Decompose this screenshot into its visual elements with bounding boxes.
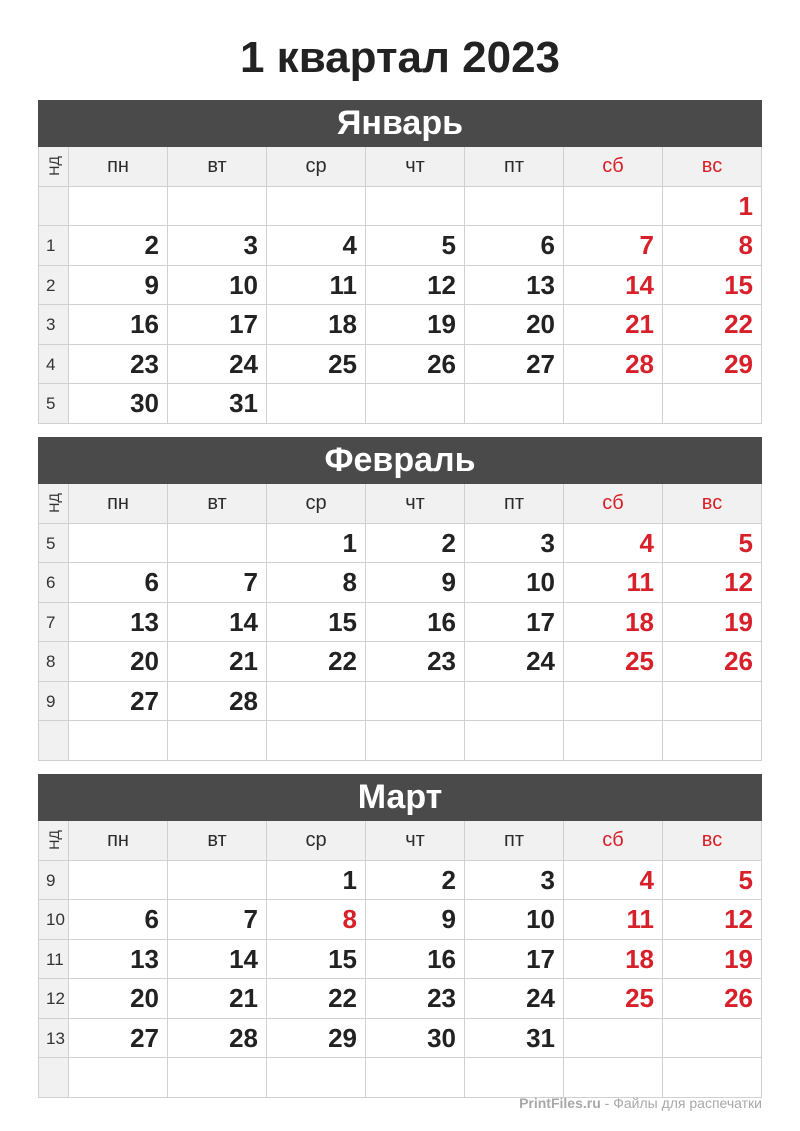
day-cell: 28: [168, 1019, 267, 1059]
day-cell: 15: [663, 266, 762, 306]
day-cell: 5: [366, 226, 465, 266]
week-number: 11: [39, 940, 69, 980]
day-cell: [69, 524, 168, 564]
day-cell: [168, 861, 267, 901]
day-cell: 19: [366, 305, 465, 345]
day-cell: [564, 384, 663, 424]
week-number: 13: [39, 1019, 69, 1059]
day-cell: 17: [168, 305, 267, 345]
day-cell: [366, 187, 465, 227]
weekday-header: вт: [168, 821, 267, 861]
day-cell: 9: [69, 266, 168, 306]
week-number: 4: [39, 345, 69, 385]
day-cell: 30: [69, 384, 168, 424]
day-cell: 24: [168, 345, 267, 385]
day-cell: 22: [267, 979, 366, 1019]
day-cell: 16: [366, 603, 465, 643]
day-cell: 12: [366, 266, 465, 306]
month-grid: [38, 821, 762, 1098]
day-cell: 14: [564, 266, 663, 306]
day-cell: 4: [267, 226, 366, 266]
day-cell: [663, 721, 762, 761]
weekday-header: вт: [168, 147, 267, 187]
week-number: 10: [39, 900, 69, 940]
day-cell: [168, 721, 267, 761]
day-cell: [465, 384, 564, 424]
week-number-header: [39, 484, 69, 524]
day-cell: 7: [168, 563, 267, 603]
day-cell: [564, 1019, 663, 1059]
weekday-header: пт: [465, 821, 564, 861]
week-number-header: [39, 821, 69, 861]
day-cell: 31: [168, 384, 267, 424]
day-cell: 12: [663, 563, 762, 603]
day-cell: 17: [465, 603, 564, 643]
day-cell: 8: [267, 563, 366, 603]
day-cell: 23: [366, 979, 465, 1019]
day-cell: [69, 187, 168, 227]
day-cell: 15: [267, 940, 366, 980]
day-cell: [69, 721, 168, 761]
day-cell: [267, 384, 366, 424]
day-cell: 11: [267, 266, 366, 306]
day-cell: 29: [267, 1019, 366, 1059]
month-january: [38, 100, 762, 424]
day-cell: 18: [564, 940, 663, 980]
month-title: Январь: [38, 100, 762, 147]
day-cell: 5: [663, 861, 762, 901]
week-number: 5: [39, 524, 69, 564]
day-cell: 27: [69, 1019, 168, 1059]
day-cell: [465, 1058, 564, 1098]
week-number: 3: [39, 305, 69, 345]
day-cell: [465, 721, 564, 761]
day-cell: [663, 1019, 762, 1059]
day-cell: 22: [267, 642, 366, 682]
week-number: 9: [39, 861, 69, 901]
day-cell: 20: [69, 979, 168, 1019]
day-cell: 18: [564, 603, 663, 643]
day-cell: 10: [465, 900, 564, 940]
page-title: 1 квартал 2023: [239, 33, 561, 82]
day-cell: 31: [465, 1019, 564, 1059]
day-cell: 2: [366, 524, 465, 564]
day-cell: 17: [465, 940, 564, 980]
day-cell: 24: [465, 979, 564, 1019]
weekday-header: пн: [69, 147, 168, 187]
week-number: [39, 1058, 69, 1098]
month-february: [38, 437, 762, 761]
day-cell: [168, 187, 267, 227]
day-cell: 7: [564, 226, 663, 266]
month-title: Февраль: [38, 437, 762, 484]
day-cell: 11: [564, 900, 663, 940]
day-cell: [366, 682, 465, 722]
footer: [519, 1095, 762, 1111]
day-cell: 5: [663, 524, 762, 564]
day-cell: 22: [663, 305, 762, 345]
day-cell: [267, 721, 366, 761]
day-cell: 14: [168, 603, 267, 643]
day-cell: 23: [69, 345, 168, 385]
day-cell: 25: [564, 642, 663, 682]
month-grid: [38, 484, 762, 761]
day-cell: [69, 1058, 168, 1098]
week-number: 2: [39, 266, 69, 306]
day-cell: [564, 187, 663, 227]
day-cell: 6: [465, 226, 564, 266]
day-cell: 23: [366, 642, 465, 682]
week-number-header-label: НД: [45, 156, 62, 177]
day-cell: 24: [465, 642, 564, 682]
day-cell: 3: [465, 524, 564, 564]
day-cell: 18: [267, 305, 366, 345]
day-cell: [366, 384, 465, 424]
day-cell: 16: [69, 305, 168, 345]
day-cell: 13: [69, 940, 168, 980]
day-cell: 27: [465, 345, 564, 385]
day-cell: 4: [564, 861, 663, 901]
day-cell: 26: [663, 642, 762, 682]
day-cell: 1: [267, 861, 366, 901]
day-cell: 2: [69, 226, 168, 266]
weekday-header: сб: [564, 821, 663, 861]
day-cell: 8: [663, 226, 762, 266]
day-cell: [267, 682, 366, 722]
weekday-header: пн: [69, 484, 168, 524]
weekday-header: пт: [465, 484, 564, 524]
month-grid: [38, 147, 762, 424]
week-number: 5: [39, 384, 69, 424]
day-cell: [168, 1058, 267, 1098]
day-cell: 21: [168, 642, 267, 682]
day-cell: 30: [366, 1019, 465, 1059]
weekday-header: сб: [564, 484, 663, 524]
day-cell: 6: [69, 563, 168, 603]
day-cell: [465, 682, 564, 722]
day-cell: 1: [267, 524, 366, 564]
week-number-header-label: НД: [45, 493, 62, 514]
day-cell: [564, 721, 663, 761]
day-cell: 29: [663, 345, 762, 385]
week-number-header: [39, 147, 69, 187]
day-cell: 8: [267, 900, 366, 940]
day-cell: [69, 861, 168, 901]
day-cell: 19: [663, 603, 762, 643]
day-cell: 4: [564, 524, 663, 564]
month-march: [38, 774, 762, 1098]
day-cell: 10: [168, 266, 267, 306]
day-cell: 9: [366, 900, 465, 940]
weekday-header: вс: [663, 484, 762, 524]
day-cell: 19: [663, 940, 762, 980]
weekday-header: ср: [267, 821, 366, 861]
week-number: 12: [39, 979, 69, 1019]
day-cell: 9: [366, 563, 465, 603]
day-cell: [564, 1058, 663, 1098]
day-cell: 16: [366, 940, 465, 980]
day-cell: 15: [267, 603, 366, 643]
day-cell: 25: [564, 979, 663, 1019]
weekday-header: чт: [366, 484, 465, 524]
day-cell: [663, 1058, 762, 1098]
day-cell: [267, 187, 366, 227]
weekday-header: ср: [267, 484, 366, 524]
weekday-header: чт: [366, 821, 465, 861]
day-cell: [564, 682, 663, 722]
day-cell: [168, 524, 267, 564]
day-cell: 1: [663, 187, 762, 227]
month-title: Март: [38, 774, 762, 821]
weekday-header: вс: [663, 147, 762, 187]
week-number: 6: [39, 563, 69, 603]
day-cell: 11: [564, 563, 663, 603]
day-cell: 14: [168, 940, 267, 980]
day-cell: 20: [465, 305, 564, 345]
day-cell: 13: [465, 266, 564, 306]
day-cell: 10: [465, 563, 564, 603]
week-number: 1: [39, 226, 69, 266]
day-cell: 21: [564, 305, 663, 345]
week-number: 7: [39, 603, 69, 643]
day-cell: 3: [168, 226, 267, 266]
weekday-header: вс: [663, 821, 762, 861]
weekday-header: пн: [69, 821, 168, 861]
day-cell: 12: [663, 900, 762, 940]
day-cell: 7: [168, 900, 267, 940]
weekday-header: сб: [564, 147, 663, 187]
day-cell: [267, 1058, 366, 1098]
weekday-header: чт: [366, 147, 465, 187]
week-number: 9: [39, 682, 69, 722]
day-cell: 20: [69, 642, 168, 682]
day-cell: 6: [69, 900, 168, 940]
footer-brand[interactable]: PrintFiles.ru: [519, 1095, 601, 1111]
day-cell: 13: [69, 603, 168, 643]
day-cell: [663, 682, 762, 722]
week-number: 8: [39, 642, 69, 682]
day-cell: 2: [366, 861, 465, 901]
day-cell: 21: [168, 979, 267, 1019]
weekday-header: вт: [168, 484, 267, 524]
day-cell: [663, 384, 762, 424]
day-cell: 26: [366, 345, 465, 385]
day-cell: 27: [69, 682, 168, 722]
weekday-header: ср: [267, 147, 366, 187]
day-cell: 3: [465, 861, 564, 901]
week-number: [39, 187, 69, 227]
footer-tagline: - Файлы для распечатки: [600, 1095, 762, 1111]
day-cell: 28: [564, 345, 663, 385]
day-cell: [465, 187, 564, 227]
day-cell: [366, 721, 465, 761]
day-cell: 25: [267, 345, 366, 385]
weekday-header: пт: [465, 147, 564, 187]
week-number-header-label: НД: [45, 830, 62, 851]
day-cell: 26: [663, 979, 762, 1019]
day-cell: 28: [168, 682, 267, 722]
day-cell: [366, 1058, 465, 1098]
week-number: [39, 721, 69, 761]
